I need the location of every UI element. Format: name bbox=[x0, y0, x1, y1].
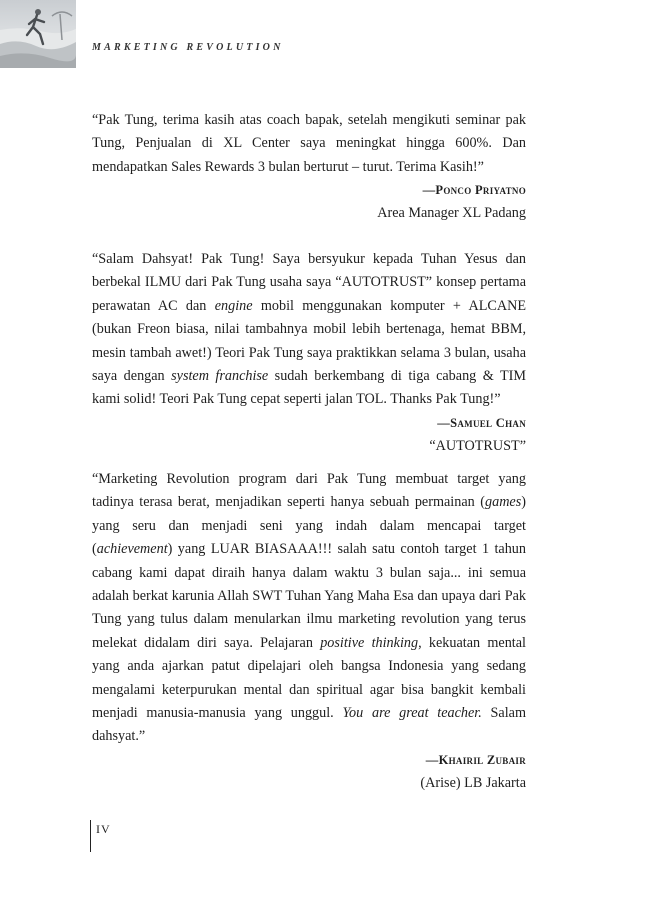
testimonial-1 bbox=[92, 109, 526, 225]
testimonial-3 bbox=[92, 468, 526, 795]
testimonial-role: “AUTOTRUST” bbox=[429, 437, 526, 454]
page-number: IV bbox=[96, 822, 111, 836]
running-head: MARKETING REVOLUTION bbox=[92, 42, 284, 53]
testimonial-2 bbox=[92, 248, 526, 458]
testimonial-author: —Khairil Zubair bbox=[425, 752, 526, 767]
corner-photo bbox=[0, 0, 76, 68]
page-number-rule bbox=[90, 820, 91, 852]
testimonial-role: (Arise) LB Jakarta bbox=[420, 774, 526, 791]
beach-runner-photo bbox=[0, 0, 76, 68]
testimonial-author: —Ponco Priyatno bbox=[422, 183, 526, 198]
testimonial-quote: “Salam Dahsyat! Pak Tung! Saya bersyukur kepada Tuhan Yesus dan berbekal ILMU dari Pak Tung usaha saya “AUTOTRUST” konsep pertama perawatan AC dan engine mobil menggunakan komputer + ALCANE (bukan Freon biasa, nilai tambahnya mobil lebih bertenaga, hemat BBM, mesin tambah awet!) Teori Pak Tung saya praktikkan selama 3 bulan, usaha saya dengan system franchise sudah berkembang di tiga cabang & TIM kami solid! Teori Pak Tung cepat seperti jalan TOL. Thanks Pak Tung!” bbox=[92, 251, 526, 408]
testimonial-role: Area Manager XL Padang bbox=[377, 205, 526, 222]
testimonial-quote: “Marketing Revolution program dari Pak Tung membuat target yang tadinya terasa berat, menjadikan seperti hanya sebuah permainan (games) yang seru dan menjadi seni yang indah dalam mencapai target (achievement) yang LUAR BIASAAA!!! salah satu contoh target 1 tahun cabang kami dapat diraih hanya dalam waktu 3 bulan saja... ini semua adalah berkat karunia Allah SWT Tuhan Yang Maha Esa dan upaya dari Pak Tung yang tulus dalam menularkan ilmu marketing revolution yang terus melekat didalam diri saya. Pelajaran positive thinking, kekuatan mental yang anda ajarkan patut dipelajari oleh bangsa Indonesia yang sedang mengalami keterpurukan mental dan spiritual agar bisa bangkit kembali menjadi manusia-manusia yang unggul. You are great teacher. Salam dahsyat.” bbox=[92, 471, 526, 745]
testimonial-quote: “Pak Tung, terima kasih atas coach bapak, setelah mengikuti seminar pak Tung, Penjualan di XL Center saya meningkat hingga 600%. Dan mendapatkan Sales Rewards 3 bulan berturut – turut. Terima Kasih!” bbox=[92, 112, 526, 175]
testimonial-author: —Samuel Chan bbox=[437, 415, 526, 430]
